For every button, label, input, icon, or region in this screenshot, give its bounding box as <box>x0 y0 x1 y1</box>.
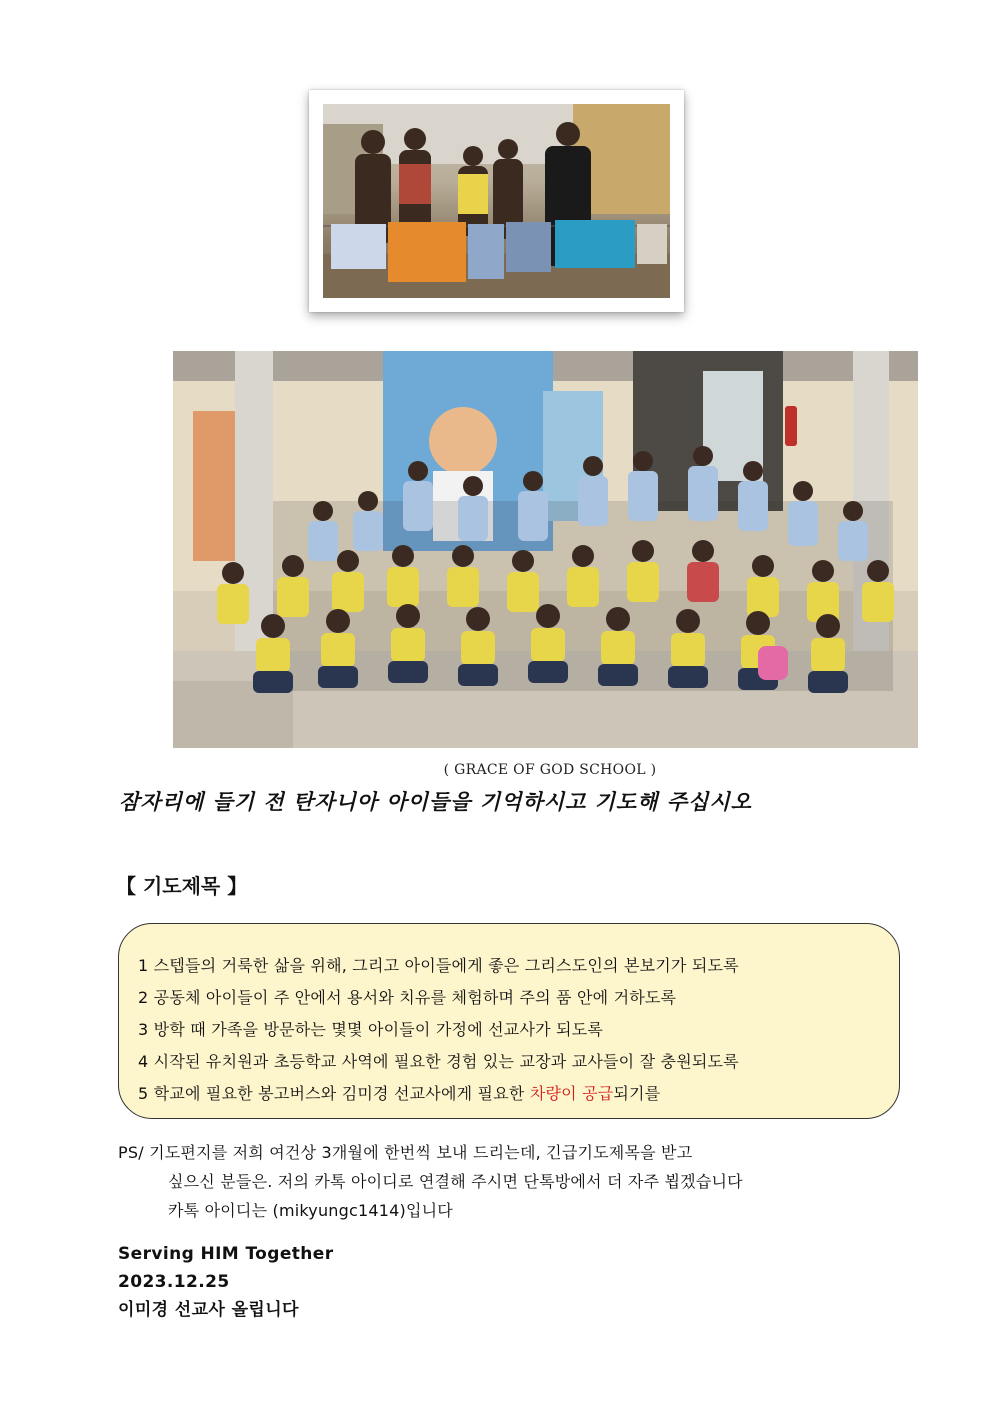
prayer-item-prefix: 5 학교에 필요한 봉고버스와 김미경 선교사에게 필요한 <box>138 1084 530 1103</box>
close-bracket: 】 <box>227 874 248 898</box>
signoff-author: 이미경 선교사 올립니다 <box>118 1300 299 1320</box>
photo-frame-top <box>309 90 684 312</box>
headline: 잠자리에 들기 전 탄자니아 아이들을 기억하시고 기도해 주십시오 <box>119 790 752 814</box>
photo-laundry-group <box>323 104 670 298</box>
ps-line-kakao-id: 카톡 아이디는 (mikyungc1414)입니다 <box>168 1201 453 1220</box>
prayer-item-suffix: 되기를 <box>613 1084 661 1103</box>
prayer-item: 2 공동체 아이들이 주 안에서 용서와 치유를 체험하며 주의 품 안에 거하도록 <box>138 988 677 1007</box>
section-title <box>116 870 247 899</box>
open-bracket: 【 <box>116 874 136 898</box>
photo-school-children-group <box>173 351 918 748</box>
prayer-list <box>138 950 739 1110</box>
prayer-item: 1 스텝들의 거룩한 삶을 위해, 그리고 아이들에게 좋은 그리스도인의 본보기가 되도록 <box>138 956 739 975</box>
postscript <box>118 1138 743 1225</box>
prayer-list-box <box>118 923 900 1119</box>
prayer-item-highlight: 차량이 공급 <box>529 1084 614 1103</box>
signoff-date: 2023.12.25 <box>118 1272 230 1292</box>
signoff-line: Serving HIM Together <box>118 1244 334 1264</box>
prayer-item <box>138 1078 739 1110</box>
prayer-item: 3 방학 때 가족을 방문하는 몇몇 아이들이 가정에 선교사가 되도록 <box>138 1020 604 1039</box>
ps-line: 싶으신 분들은. 저의 카톡 아이디로 연결해 주시면 단톡방에서 더 자주 뵙겠습니다 <box>168 1172 743 1191</box>
photo-caption: ( GRACE OF GOD SCHOOL ) <box>443 762 657 778</box>
signoff <box>118 1240 334 1324</box>
section-title-label: 기도제목 <box>142 874 221 898</box>
prayer-item: 4 시작된 유치원과 초등학교 사역에 필요한 경험 있는 교장과 교사들이 잘 충원되도록 <box>138 1052 739 1071</box>
ps-line: PS/ 기도편지를 저희 여건상 3개월에 한번씩 보내 드리는데, 긴급기도제목을 받고 <box>118 1143 693 1162</box>
